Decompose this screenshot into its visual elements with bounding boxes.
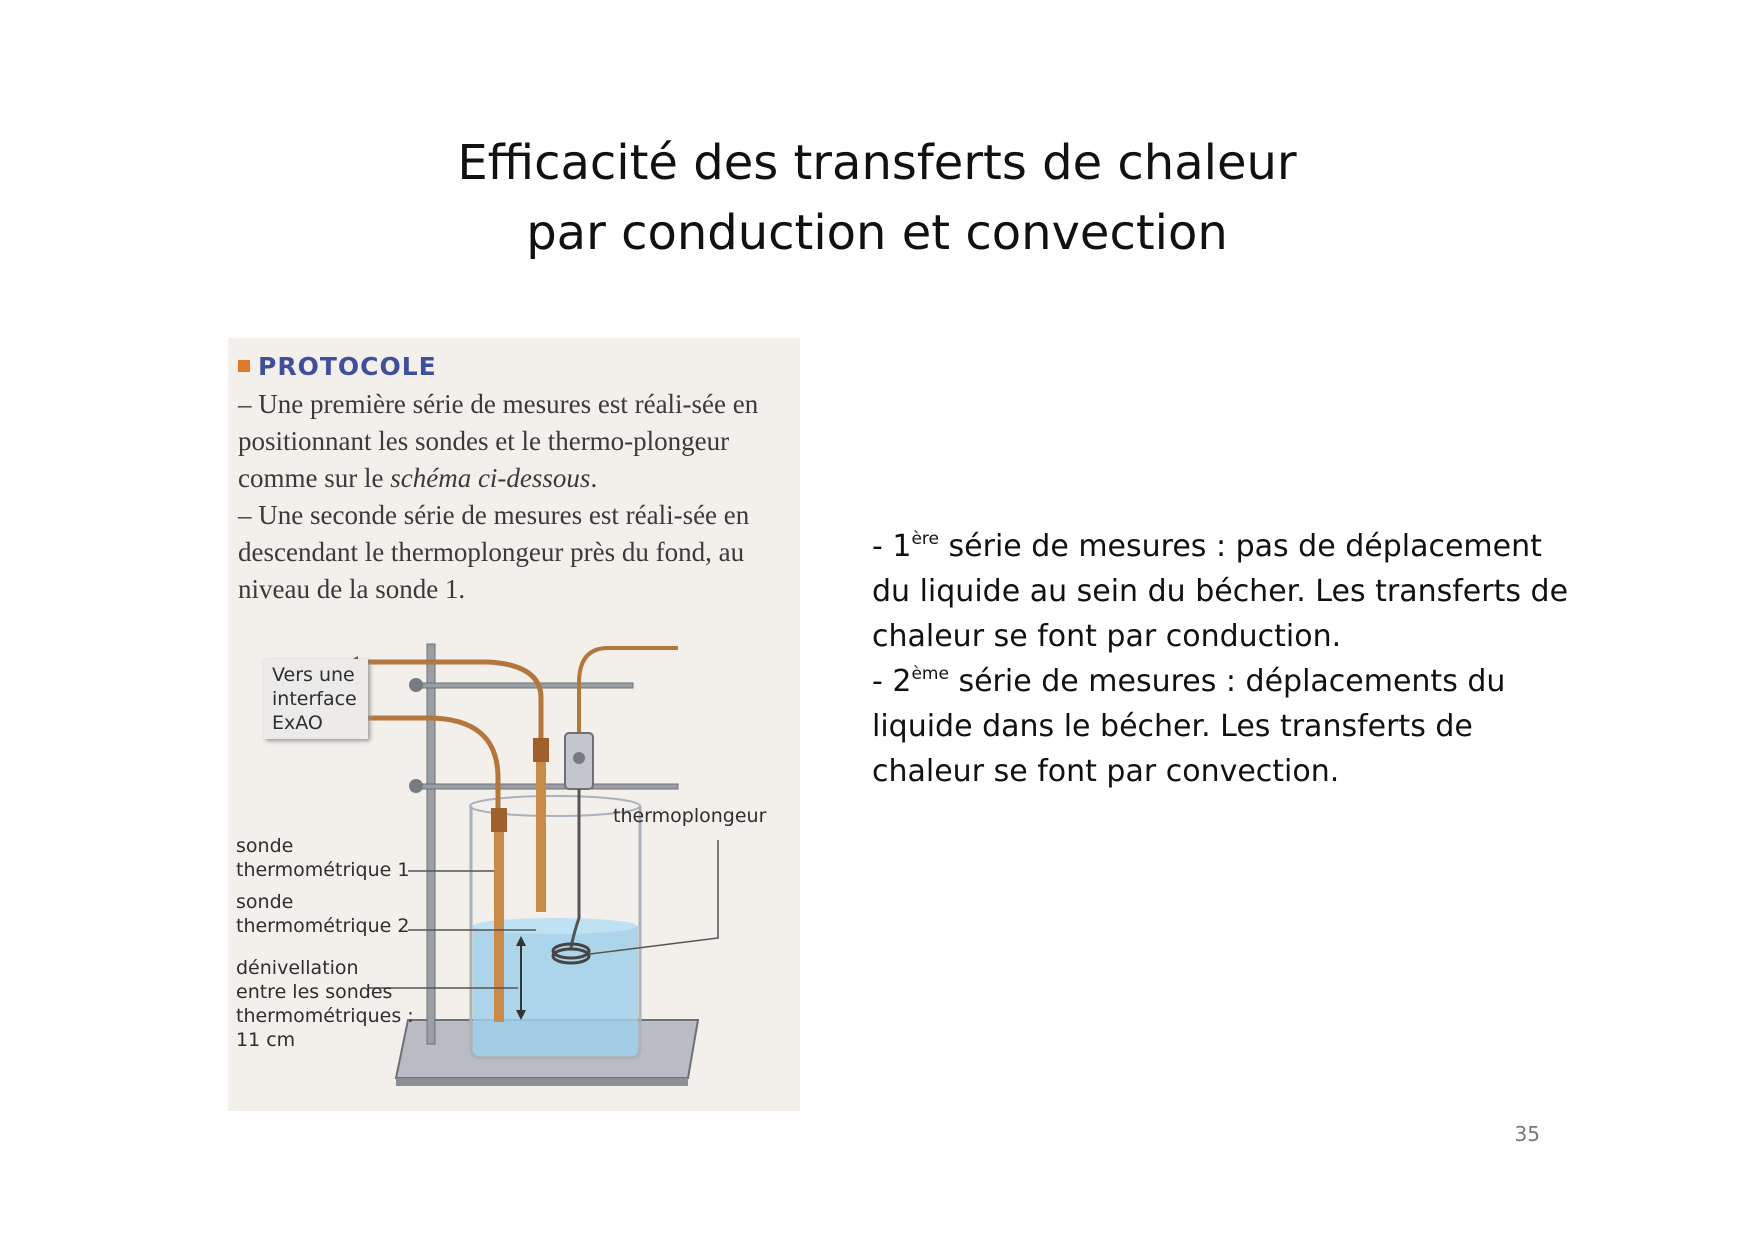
slide-title — [0, 128, 1754, 268]
probe-2-label-line-1: sonde — [236, 891, 294, 913]
probe-1-label-line-2: thermométrique 1 — [236, 859, 410, 881]
slide-title-line-1: Efficacité des transferts de chaleur — [457, 135, 1297, 191]
clamp-bar-upper — [418, 683, 633, 688]
interface-label-line-3: ExAO — [272, 712, 323, 734]
item-1-sup: ère — [911, 529, 939, 549]
probe-2-label — [236, 890, 409, 938]
heater-knob — [573, 752, 585, 764]
stand-base-edge — [396, 1078, 688, 1086]
protocol-heading-text: PROTOCOLE — [258, 352, 437, 381]
protocol-p1-end: . — [590, 463, 598, 493]
probe-1-head — [491, 808, 507, 832]
page-number: 35 — [1514, 1122, 1540, 1146]
slide-title-line-2: par conduction et convection — [526, 205, 1228, 261]
gap-label — [236, 956, 414, 1052]
probe-2-cable — [348, 662, 541, 738]
probe-1-label — [236, 834, 409, 882]
interface-label-line-1: Vers une — [272, 664, 355, 686]
gap-label-line-4: 11 cm — [236, 1029, 296, 1051]
probe-1-cable — [348, 718, 498, 808]
probe-2-head — [533, 738, 549, 762]
gap-label-line-2: entre les sondes — [236, 981, 393, 1003]
stand-rod — [427, 644, 435, 1044]
heater-cable — [579, 648, 678, 733]
clamp-bar-lower — [418, 784, 678, 789]
clamp-knob-upper — [409, 678, 423, 692]
heater-label: thermoplongeur — [613, 805, 767, 827]
explanation-item-1 — [872, 524, 1572, 659]
clamp-knob-lower — [409, 779, 423, 793]
item-1-text: série de mesures : pas de déplacement du liquide au sein du bécher. Les transferts de chaleur se font par conduction. — [872, 529, 1569, 654]
item-2-text: série de mesures : déplacements du liquide dans le bécher. Les transferts de chaleur se font par convection. — [872, 664, 1506, 789]
explanation-item-2 — [872, 659, 1572, 794]
protocol-p1-text: – Une première série de mesures est réali-sée en positionnant les sondes et le thermo-plongeur comme sur le — [238, 389, 759, 493]
item-2-prefix: - 2 — [872, 664, 912, 699]
protocol-p1-italic: schéma ci-dessous — [390, 463, 591, 493]
interface-label-box — [264, 659, 368, 739]
item-2-sup: ème — [911, 664, 949, 684]
protocol-figure — [228, 338, 800, 1111]
probe-1-label-line-1: sonde — [236, 835, 294, 857]
probe-1 — [494, 832, 504, 1022]
probe-2-label-line-2: thermométrique 2 — [236, 915, 410, 937]
gap-label-line-3: thermométriques : — [236, 1005, 414, 1027]
item-1-prefix: - 1 — [872, 529, 912, 564]
interface-label-line-2: interface — [272, 688, 357, 710]
explanation-text — [872, 524, 1572, 794]
protocol-paragraph-2: – Une seconde série de mesures est réali-sée en descendant le thermoplongeur près du fond, au niveau de la sonde 1. — [238, 500, 750, 604]
gap-label-line-1: dénivellation — [236, 957, 359, 979]
probe-2 — [536, 762, 546, 912]
